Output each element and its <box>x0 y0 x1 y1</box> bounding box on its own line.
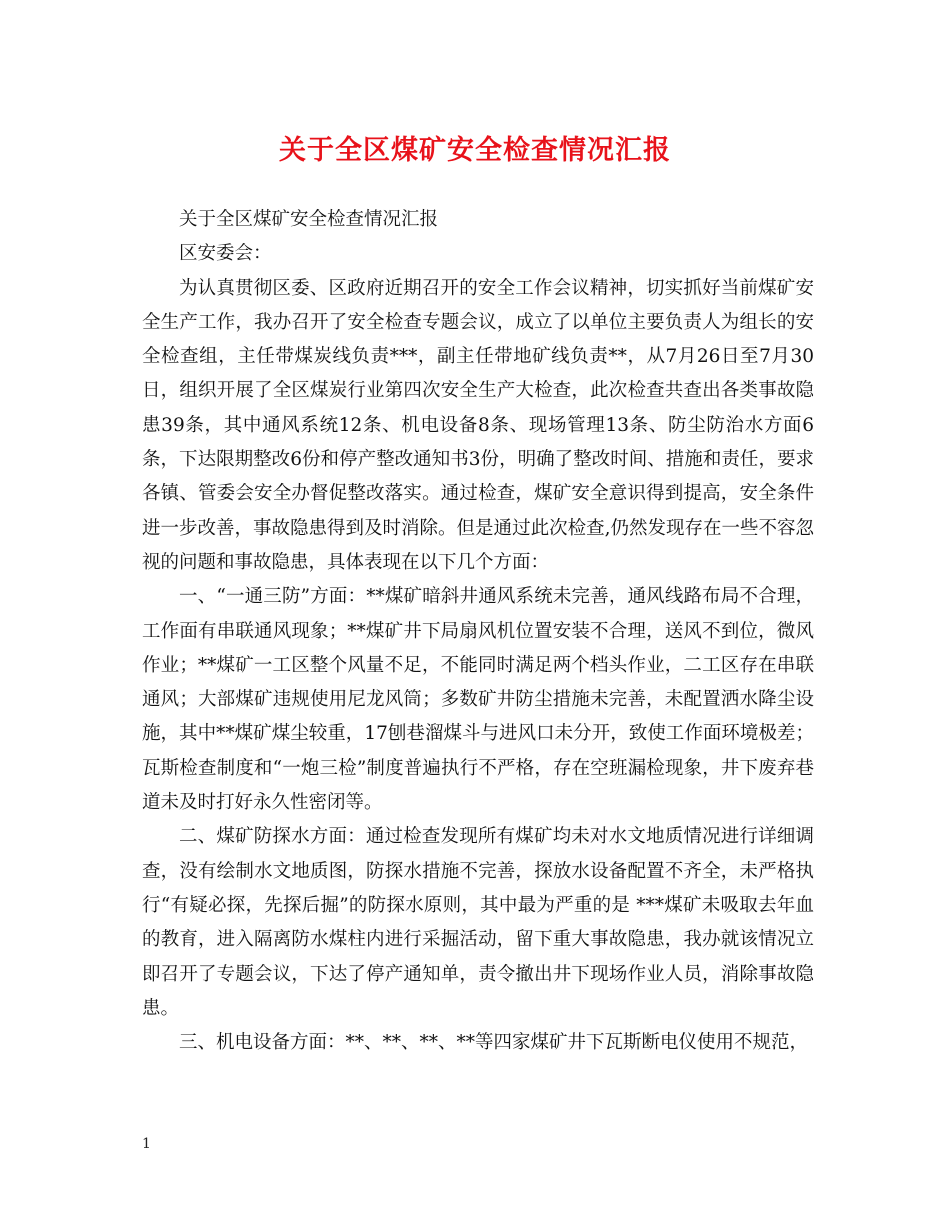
paragraph-water-prevention: 二、煤矿防探水方面：通过检查发现所有煤矿均未对水文地质情况进行详细调查，没有绘制水文地质图，防探水措施不完善，探放水设备配置不齐全，未严格执行“有疑必探，先探后掘”的防探水原则，其中最为严重的是 ***煤矿未吸取去年血的教育，进入隔离防水煤柱内进行采掘活动，留下重大事故隐患，我办就该情况立即召开了专题会议，下达了停产通知单，责令撤出井下现场作业人员，消除事故隐患。 <box>142 826 814 1019</box>
page-number: 1 <box>142 1136 151 1152</box>
document-subtitle: 关于全区煤矿安全检查情况汇报 <box>179 209 439 230</box>
salutation: 区安委会： <box>179 243 272 265</box>
paragraph-intro: 为认真贯彻区委、区政府近期召开的安全工作会议精神，切实抓好当前煤矿安全生产工作，我办召开了安全检查专题会议，成立了以单位主要负责人为组长的安全检查组，主任带煤炭线负责***，副主任带地矿线负责**，从7月26日至7月30日，组织开展了全区煤炭行业第四次安全生产大检查，此次检查共查出各类事故隐患39条，其中通风系统12条、机电设备8条、现场管理13条、防尘防治水方面6条，下达限期整改6份和停产整改通知书3份，明确了整改时间、措施和责任，要求各镇、管委会安全办督促整改落实。通过检查，煤矿安全意识得到提高，安全条件进一步改善，事故隐患得到及时消除。但是通过此次检查,仍然发现存在一些不容忽视的问题和事故隐患，具体表现在以下几个方面： <box>142 277 814 573</box>
paragraph-ventilation: 一、“一通三防”方面：**煤矿暗斜井通风系统未完善，通风线路布局不合理，工作面有串联通风现象；**煤矿井下局扇风机位置安装不合理，送风不到位，微风作业；**煤矿一工区整个风量不足，不能同时满足两个档头作业，二工区存在串联通风；大部煤矿违规使用尼龙风筒；多数矿井防尘措施未完善，未配置洒水降尘设施，其中**煤矿煤尘较重，17刨巷溜煤斗与进风口未分开，致使工作面环境极差；瓦斯检查制度和“一炮三检”制度普遍执行不严格，存在空班漏检现象，井下废弃巷道未及时打好永久性密闭等。 <box>142 586 814 814</box>
paragraph-electromechanical: 三、机电设备方面：**、**、**、**等四家煤矿井下瓦斯断电仪使用不规范， <box>179 1032 809 1054</box>
document-title: 关于全区煤矿安全检查情况汇报 <box>279 135 671 166</box>
document-body <box>142 203 814 1060</box>
